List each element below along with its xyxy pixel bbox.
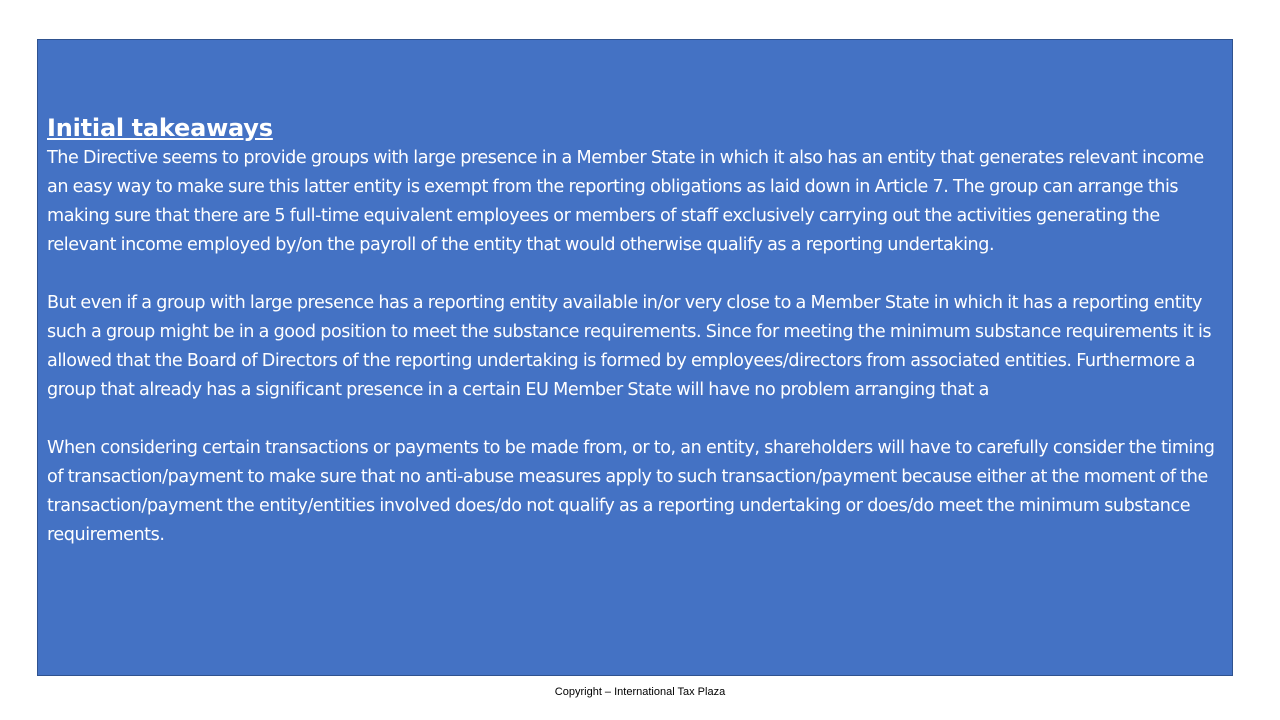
paragraph-spacer <box>47 260 1227 289</box>
panel-text <box>47 112 1227 550</box>
paragraph-2: But even if a group with large presence has a reporting entity available in/or very close to a Member State in which it has a reporting entity such a group might be in a good position to meet the substance requirements. Since for meeting the minimum substance requirements it is allowed that the Board of Directors of the reporting undertaking is formed by employees/directors from associated entities. Furthermore a group that already has a significant presence in a certain EU Member State will have no problem arranging that a <box>47 293 1212 400</box>
paragraph-spacer <box>47 405 1227 434</box>
content-panel <box>37 39 1233 676</box>
paragraph-3: When considering certain transactions or payments to be made from, or to, an entity, shareholders will have to carefully consider the timing of transaction/payment to make sure that no anti-abuse measures apply to such transaction/payment because either at the moment of the transaction/payment the entity/entities involved does/do not qualify as a reporting undertaking or does/do meet the minimum substance requirements. <box>47 438 1215 545</box>
slide-heading: Initial takeaways <box>47 114 273 142</box>
copyright-footer: Copyright – International Tax Plaza <box>554 686 726 698</box>
paragraph-1: The Directive seems to provide groups with large presence in a Member State in which it also has an entity that generates relevant income an easy way to make sure this latter entity is exempt from the reporting obligations as laid down in Article 7. The group can arrange this making sure that there are 5 full-time equivalent employees or members of staff exclusively carrying out the activities generating the relevant income employed by/on the payroll of the entity that would otherwise qualify as a reporting undertaking. <box>47 148 1204 255</box>
